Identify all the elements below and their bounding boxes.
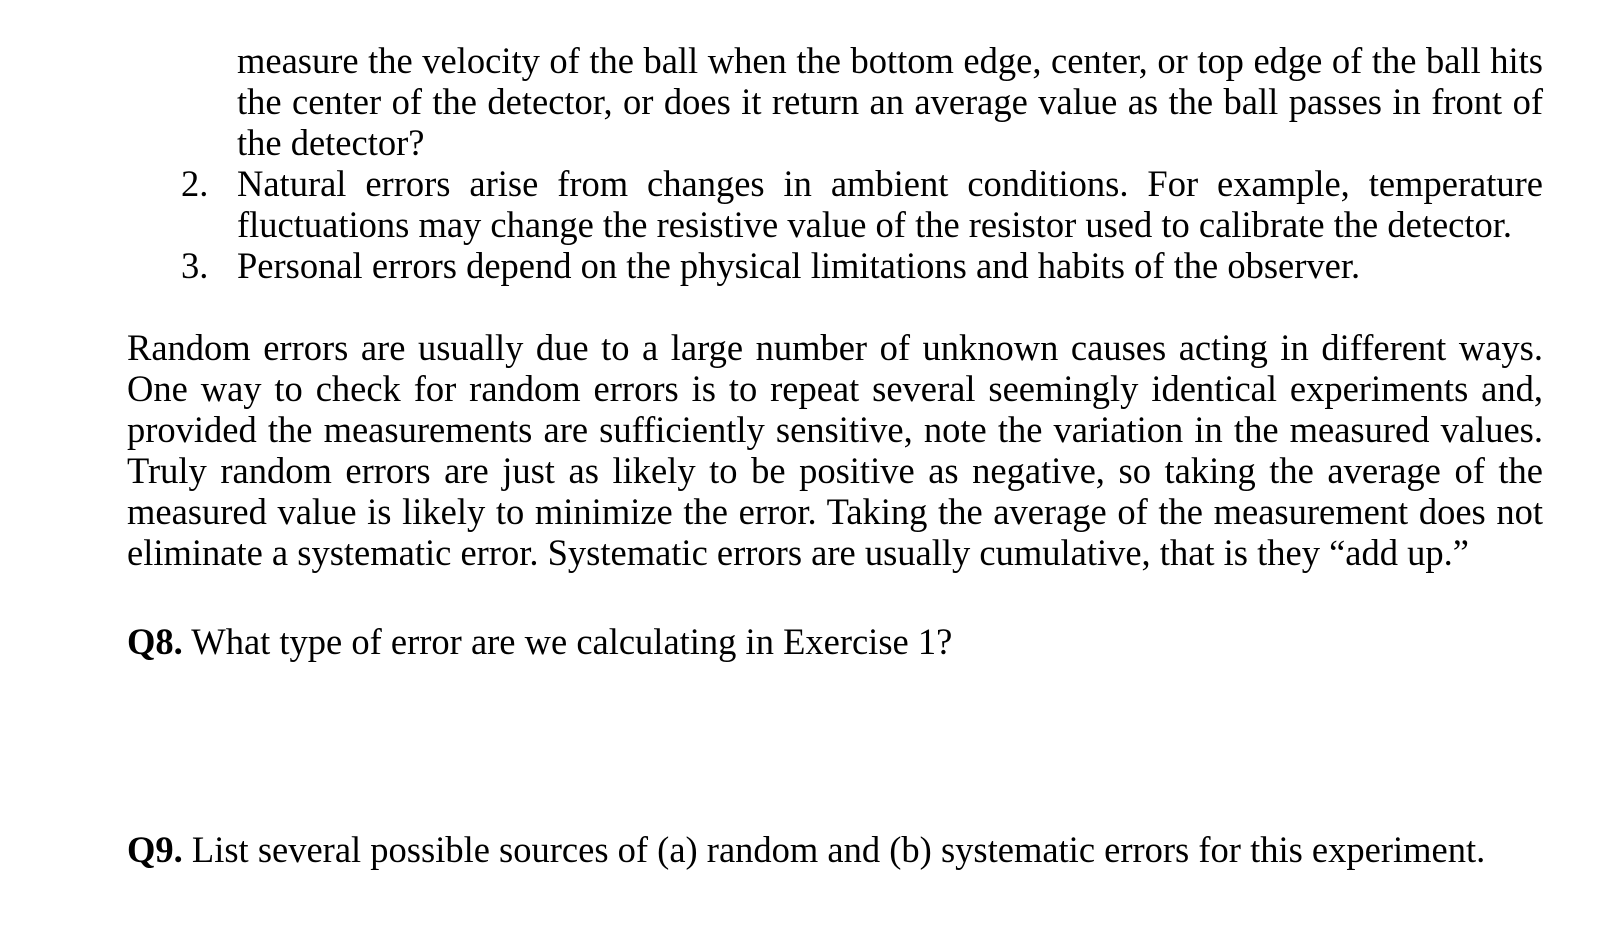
list-number: 2.	[181, 163, 209, 204]
question-q8	[127, 621, 1543, 662]
question-label: Q9.	[127, 829, 183, 870]
list-number: 3.	[181, 245, 209, 286]
list-item-3	[181, 245, 1543, 286]
question-label: Q8.	[127, 621, 183, 662]
question-text: List several possible sources of (a) random and (b) systematic errors for this experiment.	[182, 829, 1486, 870]
question-text: What type of error are we calculating in Exercise 1?	[182, 621, 953, 662]
list-item-text: Natural errors arise from changes in ambient conditions. For example, temperature fluctuations may change the resistive value of the resistor used to calibrate the detector.	[237, 163, 1543, 245]
list-item-text: Personal errors depend on the physical limitations and habits of the observer.	[237, 245, 1361, 286]
list-item-2	[181, 163, 1543, 245]
question-q9	[127, 829, 1543, 870]
list-item-1-continuation: measure the velocity of the ball when the bottom edge, center, or top edge of the ball hits the center of the detector, or does it return an average value as the ball passes in front of the detector?	[237, 40, 1543, 163]
random-errors-paragraph: Random errors are usually due to a large number of unknown causes acting in different ways. One way to check for random errors is to repeat several seemingly identical experiments and, provided the measurements are sufficiently sensitive, note the variation in the measured values. Truly random errors are just as likely to be positive as negative, so taking the average of the measured value is likely to minimize the error. Taking the average of the measurement does not eliminate a systematic error. Systematic errors are usually cumulative, that is they “add up.”	[127, 327, 1543, 573]
